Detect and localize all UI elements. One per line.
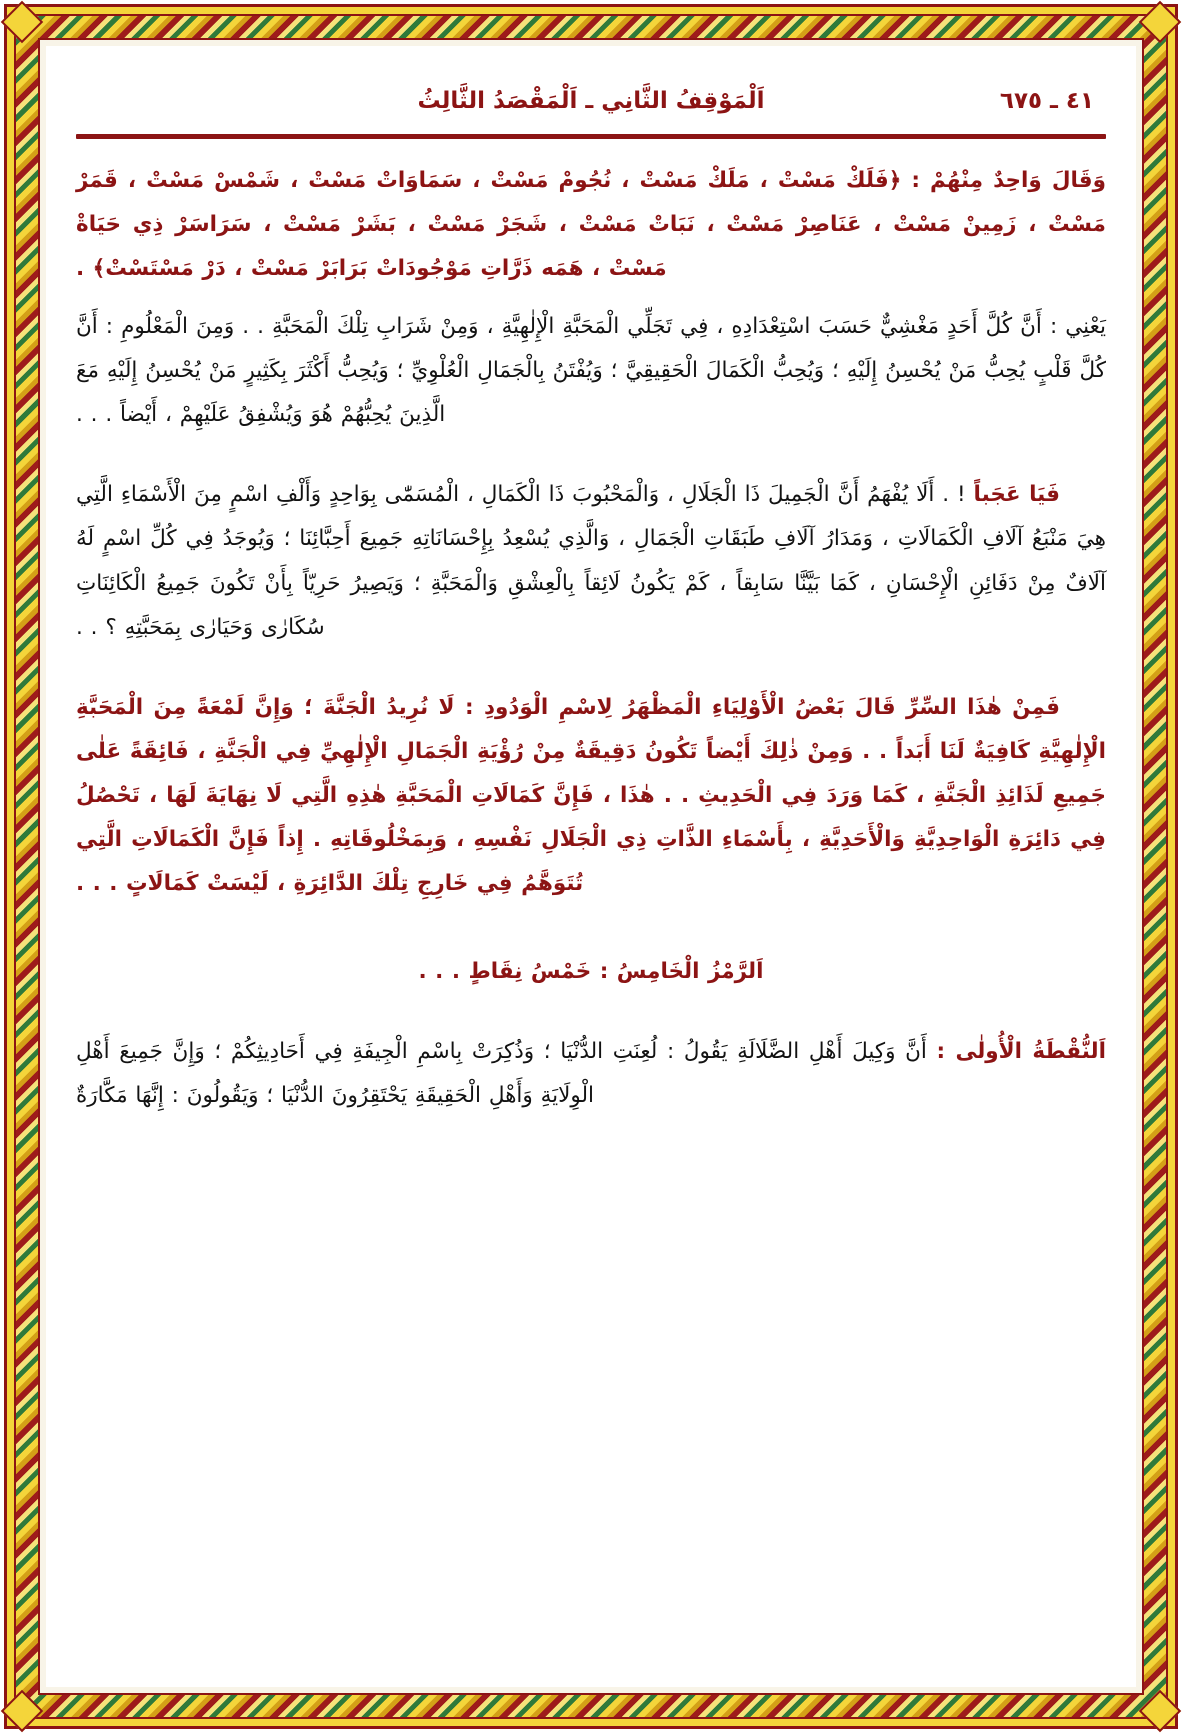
page-title: اَلْمَوْقِفُ الثَّانِي ـ اَلْمَقْصَدُ الثَّالِثُ — [417, 88, 765, 114]
paragraph-spacer — [76, 920, 1106, 950]
paragraph-spacer — [76, 1008, 1106, 1030]
document-body — [76, 159, 1106, 1118]
paragraph-famin-hadha-sirr: فَمِنْ هٰذَا السِّرِّ قَالَ بَعْضُ الْأَوْلِيَاءِ الْمَظْهَرُ لِاسْمِ الْوَدُودِ : لَا نُرِيدُ الْجَنَّةَ ؛ وَإِنَّ لَمْعَةً مِنَ الْمَحَبَّةِ الْإِلٰهِيَّةِ كَافِيَةٌ لَنَا أَبَداً . . وَمِنْ ذٰلِكَ أَيْضاً تَكُونُ دَقِيقَةٌ مِنْ رُؤْيَةِ الْجَمَالِ الْإِلٰهِيِّ فِي الْجَنَّةِ ، فَائِقَةً عَلٰى جَمِيعِ لَذَائِذِ الْجَنَّةِ ، كَمَا وَرَدَ فِي الْحَدِيثِ . . هٰذَا ، فَإِنَّ كَمَالَاتِ الْمَحَبَّةِ هٰذِهِ الَّتِي لَا نِهَايَةَ لَهَا ، تَحْصُلُ فِي دَائِرَةِ الْوَاحِدِيَّةِ وَالْأَحَدِيَّةِ ، بِأَسْمَاءِ الذَّاتِ ذِي الْجَلَالِ نَفْسِهِ ، وَبِمَخْلُوقَاتِهِ . إِذاً فَإِنَّ الْكَمَالَاتِ الَّتِي تُتَوَهَّمُ فِي خَارِجِ تِلْكَ الدَّائِرَةِ ، لَيْسَتْ كَمَالَاتٍ . . . — [76, 694, 1106, 896]
paragraph-faya-ajaban-text: ! . أَلَا يُفْهَمُ أَنَّ الْجَمِيلَ ذَا الْجَلَالِ ، وَالْمَحْبُوبَ ذَا الْكَمَالِ ، الْمُسَمّٰى بِوَاحِدٍ وَأَلْفِ اسْمٍ مِنَ الْأَسْمَاءِ الَّتِي هِيَ مَنْبَعُ آلَافِ الْكَمَالَاتِ ، وَمَدَارُ آلَافِ طَبَقَاتِ الْجَمَالِ ، وَالَّذِي يُسْعِدُ بِإِحْسَانَاتِهِ جَمِيعَ أَحِبَّائِنَا ؛ وَيُوجَدُ فِي كُلِّ اسْمٍ لَهُ آلَافٌ مِنْ دَفَائِنِ الْإِحْسَانِ ، كَمَا بَيَّنَّا سَابِقاً ، كَمْ يَكُونُ لَائِقاً بِالْعِشْقِ وَالْمَحَبَّةِ ؛ وَيَصِيرُ حَرِيّاً بِأَنْ تَكُونَ جَمِيعُ الْكَائِنَاتِ سُكَارٰى وَحَيَارٰى بِمَحَبَّتِهِ ؟ . . — [76, 482, 1106, 640]
paragraph-faya-ajaban-lead: فَيَا عَجَباً — [973, 482, 1060, 508]
page-number: ٤١ ـ ٦٧٥ — [999, 88, 1094, 114]
paragraph-persian-quote: وَقَالَ وَاحِدٌ مِنْهُمْ : ﴿فَلَكْ مَسْتْ ، مَلَكْ مَسْتْ ، نُجُومْ مَسْتْ ، سَمَاوَاتْ مَسْتْ ، شَمْسْ مَسْتْ ، قَمَرْ مَسْتْ ، زَمِينْ مَسْتْ ، عَنَاصِرْ مَسْتْ ، نَبَاتْ مَسْتْ ، شَجَرْ مَسْتْ ، بَشَرْ مَسْتْ ، سَرَاسَرْ ذِي حَيَاةْ مَسْتْ ، هَمَه ذَرَّاتِ مَوْجُودَاتْ بَرَابَرْ مَسْتْ ، دَرْ مَسْتَسْتْ﴾ . — [76, 168, 1106, 282]
header-divider — [76, 134, 1106, 139]
paragraph-spacer — [76, 451, 1106, 473]
page-header — [76, 72, 1106, 130]
paragraph-nuqta-ula-text: أَنَّ وَكِيلَ أَهْلِ الضَّلَالَةِ يَقُولُ : لُعِنَتِ الدُّنْيَا ؛ وَذُكِرَتْ بِاسْمِ الْجِيفَةِ فِي أَحَادِيثِكُمْ ؛ وَإِنَّ جَمِيعَ أَهْلِ الْوِلَايَةِ وَأَهْلِ الْحَقِيقَةِ يَحْتَقِرُونَ الدُّنْيَا ؛ وَيَقُولُونَ : إِنَّهَا مَكَّارَةٌ — [76, 1039, 937, 1109]
paragraph-faya-ajaban — [76, 473, 1106, 649]
paragraph-nuqta-ula-lead: اَلنُّقْطَةُ الْأُولٰى : — [936, 1039, 1106, 1064]
page-content — [46, 46, 1136, 1687]
paragraph-nuqta-ula — [76, 1030, 1106, 1118]
paragraph-spacer — [76, 664, 1106, 686]
paragraph-yani: يَعْنِي : أَنَّ كُلَّ أَحَدٍ مَغْشِيٌّ حَسَبَ اسْتِعْدَادِهِ ، فِي تَجَلِّي الْمَحَبَّةِ الْإِلٰهِيَّةِ ، وَمِنْ شَرَابِ تِلْكَ الْمَحَبَّةِ . . وَمِنَ الْمَعْلُومِ : أَنَّ كُلَّ قَلْبٍ يُحِبُّ مَنْ يُحْسِنُ إِلَيْهِ ؛ وَيُحِبُّ الْكَمَالَ الْحَقِيقِيَّ ؛ وَيُفْتَنُ بِالْجَمَالِ الْعُلْوِيِّ ؛ وَيُحِبُّ أَكْثَرَ بِكَثِيرٍ مَنْ يُحْسِنُ إِلَيْهِ مَعَ الَّذِينَ يُحِبُّهُمْ هُوَ وَيُشْفِقُ عَلَيْهِمْ ، أَيْضاً . . . — [76, 314, 1106, 428]
heading-ramz-khamis: اَلرَّمْزُ الْخَامِسُ : خَمْسُ نِقَاطٍ . . . — [418, 958, 764, 984]
